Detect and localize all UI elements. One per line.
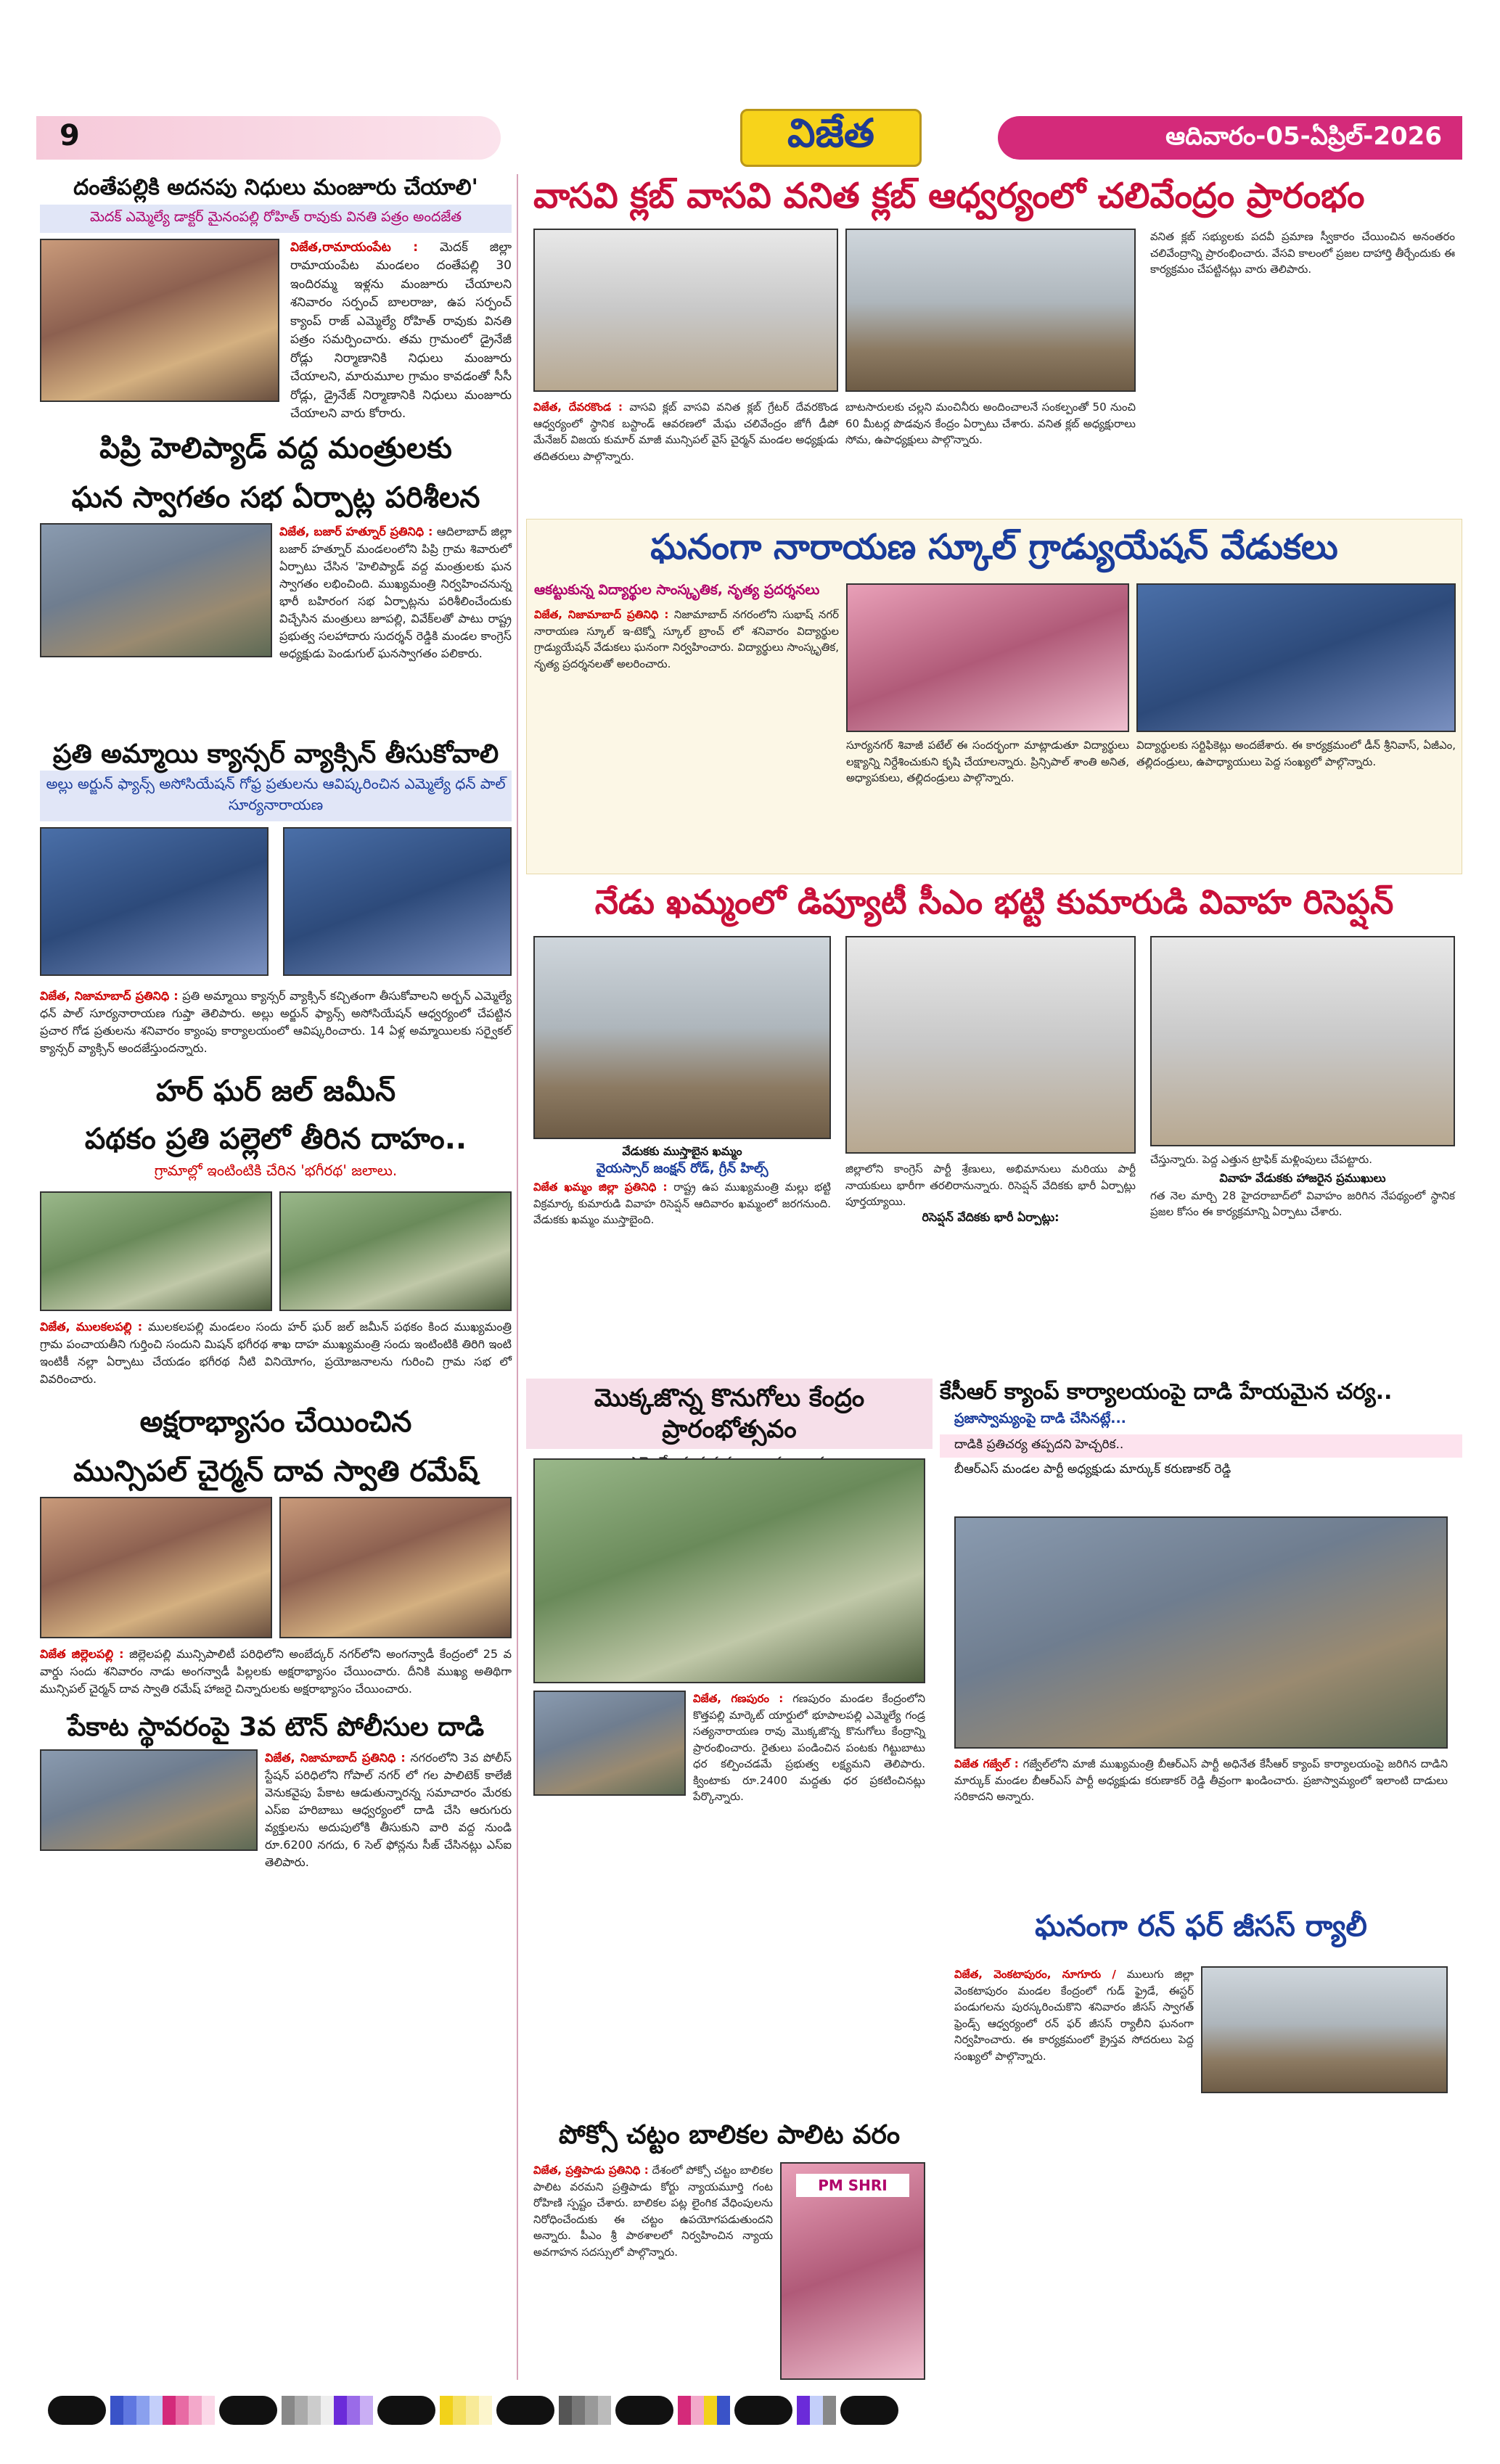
headline: నేడు ఖమ్మంలో డిప్యూటీ సీఎం భట్టి కుమారుడి వివాహ రిసెప్షన్ [594, 882, 1394, 921]
article-reception [526, 882, 1462, 1368]
news-photo [40, 1749, 258, 1851]
article-body-2: సూర్యనగర్ శివాజీ పటేల్ ఈ సందర్భంగా మాట్లాడుతూ విద్యార్థులు లక్ష్యాన్ని నిర్దేశించుకుని కృషి చేయాలన్నారు. ప్రిన్సిపాల్ శాంతి అనిత, అధ్యాపకులు, తల్లిదండ్రులు పాల్గొన్నారు. [846, 739, 1129, 784]
news-photo [40, 1191, 272, 1311]
headline: మొక్కజొన్న కొనుగోలు కేంద్రం ప్రారంభోత్సవం [526, 1379, 933, 1449]
article-body [279, 523, 512, 662]
news-photo [845, 229, 1136, 392]
article-aksharabhyasam [40, 1404, 512, 1698]
article-chalivendram [526, 174, 1462, 515]
photo-caption: వేడుకకు ముస్తాబైన ఖమ్మం [622, 1144, 742, 1158]
article-body [40, 987, 512, 1057]
article-body [290, 239, 512, 424]
subheadline: ఆకట్టుకున్న విద్యార్థుల సాంస్కృతిక, నృత్య ప్రదర్శనలు [534, 582, 820, 598]
article-body [265, 1749, 512, 1871]
article-body [954, 1966, 1194, 2064]
article-body-3: చేస్తున్నారు. పెద్ద ఎత్తున ట్రాఫిక్ మళ్లింపులు చేపట్టారు. [1150, 1153, 1372, 1166]
headline: పేకాట స్థావరంపై 3వ టౌన్ పోలీసుల దాడి [67, 1712, 485, 1742]
news-photo [40, 239, 279, 402]
article-body-3: వనిత క్లబ్ సభ్యులకు పదవీ ప్రమాణ స్వీకారం చేయించిన అనంతరం చలివేంద్రాన్ని ప్రారంభించారు. వేసవి కాలంలో ప్రజల దాహార్తి తీర్చేందుకు ఈ కార్యక్రమం చేపట్టినట్లు వారు తెలిపారు. [1150, 230, 1455, 276]
subheadline-2: దాడికి ప్రతిచర్య తప్పదని హెచ్చరిక.. [940, 1434, 1462, 1458]
registration-color-strip [44, 2396, 903, 2425]
article-body-3: విద్యార్థులకు సర్టిఫికెట్లు అందజేశారు. ఈ కార్యక్రమంలో డీన్ శ్రీనివాస్, ఏజీఎం, తల్లిదండ్రులు, ఉపాధ్యాయులు పెద్ద సంఖ్యలో పాల్గొన్నారు. [1136, 739, 1456, 768]
news-photo [845, 936, 1136, 1154]
body-text: మెదక్ జిల్లా రామాయంపేట మండలం దంతేపల్లి 30 ఇందిరమ్మ ఇళ్లను మంజూరు చేయాలని శనివారం సర్పంచ్ బాలరాజు, ఉప సర్పంచ్ క్యాంప్ రాజ్ ఎమ్మెల్యే రోహిత్ రావుకు వినతి పత్రం సమర్పించారు. తమ గ్రామంలో డ్రైనేజీ రోడ్లు నిర్మాణానికి నిధులు మంజూరు చేయాలని, మారుమూల గ్రామం కావడంతో సీసీ రోడ్లు, డ్రైనేజ్ నిర్మాణానికి నిధులు మంజూరు చేయాలని వారు కోరారు. [290, 239, 512, 421]
body-text: ఆదిలాబాద్ జిల్లా బజార్ హత్నూర్ మండలంలోని పిప్రి గ్రామ శివారులో ఏర్పాటు చేసిన 'హెలిప్యాడ్ వద్ద మంత్రులకు ఘన స్వాగతం లభించింది. ముఖ్యమంత్రి నిర్వహించనున్న భారీ బహిరంగ సభ ఏర్పాట్లను పరిశీలించేందుకు విచ్చేసిన మంత్రులు జూపల్లి, వివేక్‌లతో పాటు రాష్ట్ర ప్రభుత్వ సలహాదారు సుదర్శన్ రెడ్డికి మండల కాంగ్రెస్ అధ్యక్షుడు పెండుగుల్ ఘనస్వాగతం పలికారు. [279, 524, 512, 660]
masthead-text: విజేత [787, 110, 874, 156]
news-photo [40, 827, 269, 976]
news-photo [533, 1458, 925, 1683]
news-photo [40, 1497, 272, 1638]
byline: విజేత, గణపురం : [693, 1692, 784, 1705]
headline: ఘనంగా రన్ ఫర్ జీసస్ ర్యాలీ [1035, 1910, 1367, 1943]
article-body [693, 1691, 925, 1805]
body-text: నిజామాబాద్ నగరంలోని సుభాష్ నగర్ నారాయణ స్కూల్ ఇ-టెక్నో స్కూల్ బ్రాంచ్ లో శనివారం విద్యార్థుల గ్రాడ్యుయేషన్ వేడుకలు ఘనంగా నిర్వహించారు. విద్యార్థులు సాంస్కృతిక, నృత్య ప్రదర్శనలతో అలరించారు. [534, 608, 839, 670]
news-photo [1136, 583, 1456, 732]
byline: విజేత గజ్వేల్ : [954, 1757, 1019, 1770]
pm-shri-badge: PM SHRI [796, 2174, 909, 2197]
headline-line-1: అక్షరాభ్యాసం చేయించిన [139, 1405, 412, 1439]
article-body [534, 607, 839, 672]
byline: విజేత ఖమ్మం జిల్లా ప్రతినిధి : [533, 1180, 668, 1194]
article-body-2: జిల్లాలోని కాంగ్రెస్ పార్టీ శ్రేణులు, అభిమానులు మరియు పార్టీ నాయకులు భారీగా తరలిరానున్నారు. రిసెప్షన్ వేదికకు భారీ ఏర్పాట్లు పూర్తయ్యాయి. [845, 1162, 1136, 1208]
byline: విజేత, నిజామాబాద్ ప్రతినిధి : [534, 608, 669, 621]
headline-line-2: ఘన స్వాగతం సభ ఏర్పాట్ల పరిశీలన [71, 480, 480, 514]
article-body-4: గత నెల మార్చి 28 హైదరాబాద్‌లో వివాహం జరిగిన నేపథ్యంలో స్థానిక ప్రజల కోసం ఈ కార్యక్రమాన్ని ఏర్పాటు చేశారు. [1150, 1188, 1455, 1218]
header-right-bar [998, 116, 1462, 160]
news-photo [846, 583, 1129, 732]
article-body [533, 399, 838, 464]
article-body [954, 1756, 1448, 1805]
news-photo [283, 827, 512, 976]
headline: దంతేపల్లికి అదనపు నిధులు మంజూరు చేయాలి' [73, 175, 478, 200]
article-body-2: బాటసారులకు చల్లని మంచినీరు అందించాలనే సంకల్పంతో 50 నుంచి 60 మీటర్ల పొడవున కేంద్రం ఏర్పాటు చేశారు. వనిత క్లబ్ అధ్యక్షురాలు సోమ, ఉపాధ్యక్షులు పాల్గొన్నారు. [845, 401, 1136, 446]
headline: వాసవి క్లబ్ వాసవి వనిత క్లబ్ ఆధ్వర్యంలో చలివేంద్రం ప్రారంభం [533, 176, 1365, 216]
news-photo [533, 936, 831, 1139]
column-divider [517, 174, 518, 2380]
subheadline: మెదక్ ఎమ్మెల్యే డాక్టర్ మైనంపల్లి రోహిత్ రావుకు వినతి పత్రం అందజేత [40, 205, 512, 233]
article-body [533, 2162, 773, 2260]
section-subhead-2: వివాహ వేడుకకు హాజరైన ప్రముఖులు [1219, 1170, 1386, 1185]
body-text: జిల్లెలపల్లి మున్సిపాలిటీ పరిధిలోని అంబేద్కర్ నగర్‌లోని అంగన్వాడీ కేంద్రంలో 25 వ వార్డు సందు శనివారం నాడు అంగన్వాడీ పిల్లలకు అక్షరాభ్యాసం చేయించారు. దీనికి ముఖ్య అతిథిగా మున్సిపల్ చైర్మన్ దావ స్వాతి రమేష్ హాజరై చిన్నారులకు అక్షరాభ్యాసం చేయించారు. [40, 1646, 512, 1696]
header-left-bar [36, 116, 501, 160]
body-text: గణపురం మండల కేంద్రంలోని కొత్తపల్లి మార్కెట్ యార్డులో భూపాలపల్లి ఎమ్మెల్యే గండ్ర సత్యనారాయణ రావు మొక్కజొన్న కొనుగోలు కేంద్రాన్ని ప్రారంభించారు. రైతులు పండించిన పంటకు గిట్టుబాటు ధర కల్పించడమే ప్రభుత్వ లక్ష్యమని తెలిపారు. క్వింటాకు రూ.2400 మద్దతు ధర ప్రకటించినట్లు పేర్కొన్నారు. [693, 1692, 925, 1803]
article-maize-center [526, 1379, 933, 2111]
news-photo [1150, 936, 1455, 1146]
byline: విజేత,రామాయంపేట : [290, 239, 418, 255]
news-photo [40, 523, 272, 657]
article-har-ghar-jal [40, 1073, 512, 1388]
subheadline-3: బీఆర్ఎస్ మండల పార్టీ అధ్యక్షుడు మార్కుక్ కరుణాకర్ రెడ్డి [954, 1461, 1231, 1477]
body-text: దేశంలో పోక్సో చట్టం బాలికల పాలిట వరమని ప్రత్తిపాడు కోర్టు న్యాయమూర్తి గంట రోహిణి స్పష్టం చేశారు. బాలికల పట్ల లైంగిక వేధింపులను నిరోధించేందుకు ఈ చట్టం ఉపయోగపడుతుందని అన్నారు. పీఎం శ్రీ పాఠశాలలో నిర్వహించిన న్యాయ అవగాహన సదస్సులో పాల్గొన్నారు. [533, 2164, 773, 2259]
byline: విజేత, ములకలపల్లి : [40, 1319, 143, 1334]
news-photo [954, 1516, 1448, 1749]
news-photo [780, 2162, 925, 2380]
headline: ప్రతి అమ్మాయి క్యాన్సర్ వ్యాక్సిన్ తీసుకోవాలి [52, 739, 499, 769]
body-text: వాసవి క్లబ్ వాసవి వనిత క్లబ్ గ్రేటర్ దేవరకొండ ఆధ్వర్యంలో స్థానిక బస్టాండ్ ఆవరణలో మేఘ చలివేంద్రం జోగీ డీపో మేనేజర్ విజయ కుమార్ మాజీ మున్సిపల్ వైస్ చైర్మన్ మండల అధ్యక్షుడు తదితరులు పాల్గొన్నారు. [533, 401, 838, 463]
byline: విజేత, నిజామాబాద్ ప్రతినిధి : [265, 1750, 406, 1765]
byline: విజేత, నిజామాబాద్ ప్రతినిధి : [40, 988, 179, 1003]
news-photo [533, 229, 838, 392]
registration-mark [840, 2396, 898, 2425]
byline: విజేత, ప్రత్తిపాడు ప్రతినిధి : [533, 2164, 649, 2177]
article-body [40, 1646, 512, 1698]
article-kcr-office [940, 1379, 1462, 1901]
registration-mark [48, 2396, 106, 2425]
byline: విజేత, వెంకటాపురం, నూగూరు / [954, 1968, 1116, 1981]
news-photo [279, 1497, 512, 1638]
article-run-for-jesus [940, 1908, 1462, 2387]
article-pocso [526, 2119, 933, 2387]
article-dantepalli [40, 174, 512, 420]
article-helipad [40, 430, 512, 734]
section-subhead: రిసెప్షన్ వేదికకు భారీ ఏర్పాట్లు: [922, 1210, 1060, 1224]
article-poker-raid [40, 1711, 512, 1869]
news-photo [279, 1191, 512, 1311]
registration-mark [734, 2396, 792, 2425]
headline-line-2: పథకం ప్రతి పల్లెలో తీరిన దాహం.. [84, 1122, 467, 1156]
subheadline-1: ప్రజాస్వామ్యంపై దాడి చేసినట్లే... [954, 1410, 1126, 1426]
byline: విజేత, బజార్ హత్నూర్ ప్రతినిధి : [279, 524, 433, 538]
masthead-logo [740, 109, 922, 167]
headline: కేసీఆర్ క్యాంప్ కార్యాలయంపై దాడి హేయమైన చర్య.. [940, 1379, 1393, 1405]
page-number: 9 [60, 119, 80, 152]
body-text: ప్రతి అమ్మాయి క్యాన్సర్ వ్యాక్సిన్ కచ్చితంగా తీసుకోవాలని అర్బన్ ఎమ్మెల్యే ధన్ పాల్ సూర్యనారాయణ గుప్తా తెలిపారు. అల్లు అర్జున్ ఫ్యాన్స్ అసోసియేషన్ ఆధ్వర్యంలో చేపట్టిన ప్రచార గోడ ప్రతులను శనివారం క్యాంపు కార్యాలయంలో ఆవిష్కరించారు. 14 ఏళ్ల అమ్మాయిలకు సర్వైకల్ క్యాన్సర్ వ్యాక్సిన్ అందజేస్తుందన్నారు. [40, 988, 512, 1055]
article-body [40, 1318, 512, 1388]
subheadline: అల్లు అర్జున్ ఫ్యాన్స్ అసోసియేషన్ గోఫ్ర ప్రతులను ఆవిష్కరించిన ఎమ్మెల్యే ధన్ పాల్ సూర్యనారాయణ [40, 771, 512, 821]
byline: విజేత, దేవరకొండ : [533, 401, 623, 414]
issue-date: ఆదివారం-05-ఏప్రిల్-2026 [1165, 122, 1442, 151]
headline-line-2: మున్సిపల్ చైర్మన్ దావ స్వాతి రమేష్ [73, 1454, 479, 1488]
body-text: గజ్వేల్‌లోని మాజీ ముఖ్యమంత్రి బీఆర్ఎస్ పార్టీ అధినేత కేసీఆర్ క్యాంప్ కార్యాలయంపై జరిగిన దాడిని మార్కుక్ మండల బీఆర్ఎస్ పార్టీ అధ్యక్షుడు కరుణాకర్ రెడ్డి తీవ్రంగా ఖండించారు. ప్రజాస్వామ్యంలో ఇలాంటి దాడులు సరికాదని అన్నారు. [954, 1757, 1448, 1803]
article-narayana-graduation [526, 519, 1462, 874]
article-body [533, 1179, 831, 1228]
news-photo [1201, 1966, 1448, 2093]
registration-mark [377, 2396, 435, 2425]
registration-mark [496, 2396, 554, 2425]
body-text: నగరంలోని 3వ పోలీస్ స్టేషన్ పరిధిలోని గోపాల్ నగర్ లో గల పాలిటెక్ కాలేజీ వెనుకవైపు పేకాట ఆడుతున్నారన్న సమాచారం మేరకు ఎస్ఐ హరిబాబు ఆధ్వర్యంలో దాడి చేసి ఆరుగురు వ్యక్తులను అదుపులోకి తీసుకుని వారి వద్ద నుండి రూ.6200 నగదు, 6 సెల్ ఫోన్లను సీజ్ చేసినట్లు ఎస్ఐ తెలిపారు. [265, 1750, 512, 1869]
registration-mark [219, 2396, 277, 2425]
byline: విజేత జిల్లెలపల్లి : [40, 1646, 124, 1661]
news-photo [533, 1691, 686, 1796]
article-cancer-vaccine [40, 738, 512, 1057]
registration-mark [615, 2396, 673, 2425]
headline: పోక్సో చట్టం బాలికల పాలిట వరం [558, 2120, 901, 2150]
headline-line-1: హర్ ఘర్ జల్ జమీన్ [155, 1074, 396, 1108]
headline: ఘనంగా నారాయణ స్కూల్ గ్రాడ్యుయేషన్ వేడుకలు [650, 527, 1338, 567]
body-text: ములకలపల్లి మండలం సందు హర్ ఘర్ జల్ జమీన్ పథకం కింద ముఖ్యమంత్రి గ్రామ పంచాయతీని గుర్తించి సందుని మిషన్ భగీరథ శాఖ దాహ ముఖ్యమంత్రి సందు ఇంటింటికి తిరిగి ఇంటి ఇంటికీ నల్లా ఏర్పాటు చేయడం భగీరథ నీటి వినియోగం, ప్రయోజనాలను గురించి గ్రామ సభ లో వివరించారు. [40, 1319, 512, 1386]
headline-line-1: పిప్రి హెలిప్యాడ్ వద్ద మంత్రులకు [99, 431, 452, 465]
body-text: రాష్ట్ర ఉప ముఖ్యమంత్రి మల్లు భట్టి విక్రమార్క కుమారుడి వివాహ రిసెప్షన్ ఆదివారం ఖమ్మంలో జరగనుంది. వేడుకకు ఖమ్మం ముస్తాబైంది. [533, 1180, 832, 1226]
subheadline: గ్రామాల్లో ఇంటింటికి చేరిన 'భగీరథ' జలాలు. [154, 1161, 398, 1179]
body-text: ములుగు జిల్లా వెంకటాపురం మండల కేంద్రంలో గుడ్ ఫ్రైడే, ఈస్టర్ పండుగలను పురస్కరించుకొని శనివారం జీసస్ స్వాగత్ ఫ్రెండ్స్ ఆధ్వర్యంలో రన్ ఫర్ జీసస్ ర్యాలీని ఘనంగా నిర్వహించారు. ఈ కార్యక్రమంలో క్రైస్తవ సోదరులు పెద్ద సంఖ్యలో పాల్గొన్నారు. [954, 1968, 1194, 2063]
photo-caption-2: వైయస్సార్ జంక్షన్ రోడ్, గ్రీన్ హిల్స్ [596, 1161, 769, 1176]
left-column [40, 174, 512, 1869]
